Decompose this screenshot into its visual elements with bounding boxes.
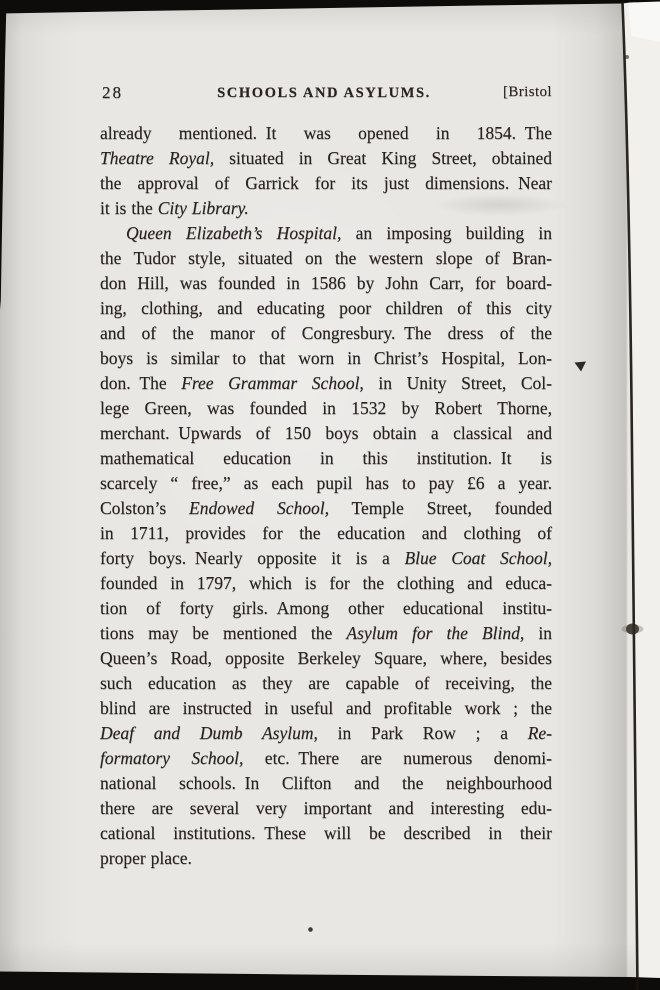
text-line	[100, 646, 552, 671]
italic-text: Theatre Royal,	[100, 148, 215, 168]
body-text: the Tudor style, situated on the western slope of Bran-	[100, 248, 552, 268]
text-line	[100, 121, 552, 146]
body-text: boys is similar to that worn in Christ’s Hospital, Lon-	[100, 348, 552, 368]
italic-text: Blue Coat School,	[404, 548, 552, 568]
body-text: national schools. In Clifton and the neighbourhood	[100, 773, 552, 793]
text-line	[100, 771, 552, 796]
text-line	[100, 321, 552, 346]
text-line	[100, 446, 552, 471]
body-text: in	[524, 623, 552, 643]
page-header	[100, 83, 552, 105]
text-block	[100, 121, 552, 871]
text-line	[100, 546, 552, 571]
body-text: and of the manor of Congresbury. The dress of the	[100, 323, 552, 343]
body-text: forty boys. Nearly opposite it is a	[100, 548, 405, 568]
text-line	[100, 346, 552, 371]
body-text: don Hill, was founded in 1586 by John Carr, for board-	[100, 273, 552, 293]
body-text: there are several very important and interesting edu-	[100, 798, 552, 818]
italic-text: City Library.	[157, 198, 249, 218]
text-line	[100, 621, 552, 646]
text-line	[100, 821, 552, 846]
body-text: already mentioned. It was opened in 1854. The	[100, 123, 552, 143]
body-text: tion of forty girls. Among other educational institu-	[100, 598, 552, 618]
body-text: founded in 1797, which is for the clothing and educa-	[100, 573, 552, 593]
text-line	[100, 471, 552, 496]
body-text: Queen’s Road, opposite Berkeley Square, where, besides	[100, 648, 552, 668]
body-text: don. The	[100, 373, 182, 393]
body-text: lege Green, was founded in 1532 by Robert Thorne,	[100, 398, 552, 418]
ink-speck-dot	[308, 927, 313, 932]
text-line	[100, 196, 552, 221]
text-line	[100, 171, 552, 196]
italic-text: Queen Elizabeth’s Hospital,	[126, 223, 342, 243]
text-line	[100, 421, 552, 446]
page-edge-line	[623, 2, 638, 990]
body-text: merchant. Upwards of 150 boys obtain a classical and	[100, 423, 552, 443]
scan-edge-bottom	[0, 972, 660, 990]
page-edge-notch-halo	[622, 625, 644, 634]
body-text: in Park Row ; a	[317, 723, 528, 743]
body-text: blind are instructed in useful and profitable work ; the	[100, 698, 552, 718]
italic-text: formatory School,	[100, 748, 244, 768]
body-text: in 1711, provides for the education and clothing of	[100, 523, 552, 543]
next-page-edge	[623, 0, 660, 990]
text-line	[100, 696, 552, 721]
italic-text: Endowed School,	[189, 498, 329, 518]
text-line	[100, 521, 552, 546]
body-text: an imposing building in	[341, 223, 552, 243]
scan-edge-left	[0, 0, 7, 310]
body-text: scarcely “ free,” as each pupil has to pay £6 a year.	[100, 473, 552, 493]
text-line	[100, 146, 552, 171]
page-number: 28	[102, 83, 123, 102]
text-line	[100, 746, 552, 771]
body-text: in Unity Street, Col-	[363, 373, 552, 393]
body-text: situated in Great King Street, obtained	[214, 148, 552, 168]
scan-edge-top	[0, 0, 660, 14]
page-edge-blob	[625, 55, 629, 59]
italic-text: Deaf and Dumb Asylum,	[100, 723, 318, 743]
text-line	[100, 496, 552, 521]
text-line	[100, 721, 552, 746]
body-text: such education as they are capable of receiving, the	[100, 673, 552, 693]
body-text: ing, clothing, and educating poor children of this city	[100, 298, 552, 318]
text-line	[100, 571, 552, 596]
text-line	[100, 846, 552, 871]
running-title: SCHOOLS AND ASYLUMS.	[217, 85, 431, 101]
body-text: cational institutions. These will be described in their	[100, 823, 552, 843]
body-text: tions may be mentioned the	[100, 623, 347, 643]
body-text: Colston’s	[100, 498, 189, 518]
body-text: proper place.	[100, 848, 192, 868]
ink-speck-arrow	[575, 362, 587, 372]
body-text: etc. There are numerous denomi-	[243, 748, 552, 768]
text-line	[100, 246, 552, 271]
text-line	[100, 221, 552, 246]
place-marker: [Bristol	[502, 84, 552, 100]
text-line	[100, 296, 552, 321]
text-line	[100, 396, 552, 421]
body-text: the approval of Garrick for its just dimensions. Near	[100, 173, 552, 193]
italic-text: Re-	[527, 723, 553, 743]
body-text: Temple Street, founded	[329, 498, 553, 518]
text-line	[100, 671, 552, 696]
text-line	[100, 796, 552, 821]
next-page-highlight	[628, 2, 660, 42]
body-text: mathematical education in this institution. It is	[100, 448, 552, 468]
text-line	[100, 271, 552, 296]
page-edge-notch	[626, 624, 639, 635]
italic-text: Free Grammar School,	[181, 373, 364, 393]
italic-text: Asylum for the Blind,	[346, 623, 525, 643]
text-line	[100, 371, 552, 396]
text-line	[100, 596, 552, 621]
body-text: it is the	[100, 198, 158, 218]
